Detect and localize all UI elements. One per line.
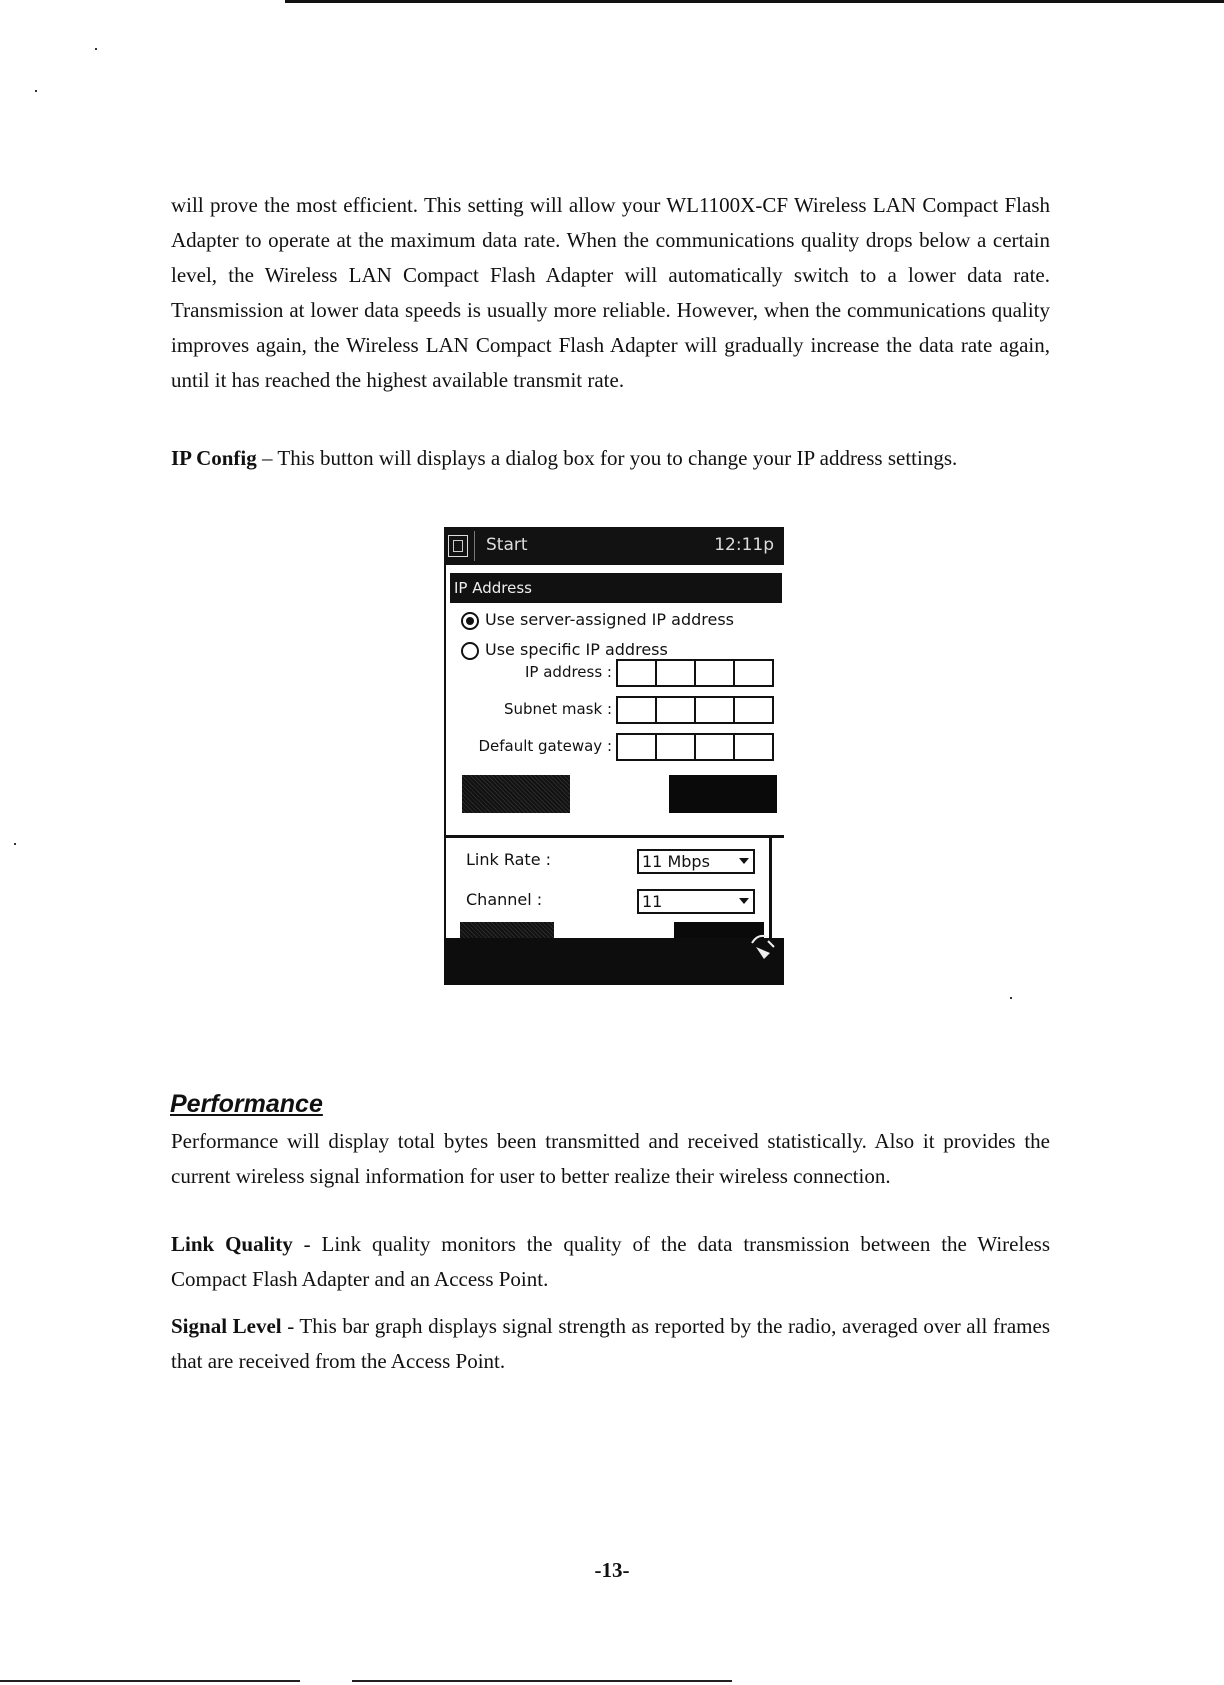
channel-select[interactable] [637, 889, 755, 914]
octet-field[interactable] [618, 698, 657, 722]
scan-speck [35, 90, 37, 92]
windows-flag-icon[interactable] [448, 535, 468, 557]
subnet-mask-row [444, 696, 774, 724]
term-link-quality: Link Quality [171, 1232, 293, 1256]
octet-field[interactable] [696, 735, 735, 759]
octet-field[interactable] [657, 698, 696, 722]
paragraph-link-quality [171, 1227, 1050, 1297]
paragraph-signal-level [171, 1309, 1050, 1379]
octet-field[interactable] [618, 735, 657, 759]
link-rate-label: Link Rate : [466, 850, 552, 869]
radio-server-assigned[interactable] [461, 610, 734, 630]
performance-heading: Performance [170, 1090, 323, 1118]
link-rate-select[interactable] [637, 849, 755, 874]
default-gateway-input[interactable] [616, 733, 774, 761]
scan-speck [14, 843, 16, 845]
ip-address-label: IP address : [525, 663, 612, 681]
ip-address-input[interactable] [616, 659, 774, 687]
taskbar [444, 527, 784, 565]
scan-speck [95, 48, 97, 50]
octet-field[interactable] [657, 661, 696, 685]
link-quality-description: - Link quality monitors the quality of the data transmission between the Wireless Compact Flash Adapter and an Access Point. [171, 1232, 1050, 1291]
subnet-mask-input[interactable] [616, 696, 774, 724]
radio-server-assigned-label: Use server-assigned IP address [485, 610, 734, 629]
dropdown-arrow-icon[interactable] [739, 858, 749, 864]
ip-config-description: – This button will displays a dialog box for you to change your IP address settings. [256, 446, 958, 470]
octet-field[interactable] [735, 661, 772, 685]
subnet-mask-label: Subnet mask : [503, 700, 612, 718]
octet-field[interactable] [696, 661, 735, 685]
page-number: -13- [594, 1558, 630, 1582]
paragraph-performance: Performance will display total bytes been transmitted and received statistically. Also it provides the current wireless signal information for user to better realize their wireless connection. [171, 1129, 1050, 1188]
radio-specific-label: Use specific IP address [485, 640, 668, 659]
start-label[interactable]: Start [486, 535, 528, 555]
octet-field[interactable] [735, 698, 772, 722]
radio-selected-icon[interactable] [461, 612, 479, 630]
octet-field[interactable] [696, 698, 735, 722]
term-signal-level: Signal Level [171, 1314, 282, 1338]
octet-field[interactable] [618, 661, 657, 685]
ip-address-dialog-screenshot [444, 527, 784, 985]
radio-unselected-icon[interactable] [461, 642, 479, 660]
channel-value: 11 [642, 892, 663, 911]
link-rate-value: 11 Mbps [642, 852, 710, 871]
top-rule [285, 0, 1224, 3]
term-ip-config: IP Config [171, 446, 257, 470]
ip-address-dialog [444, 565, 784, 838]
octet-field[interactable] [657, 735, 696, 759]
octet-field[interactable] [735, 735, 772, 759]
cancel-button[interactable] [669, 775, 777, 813]
radio-specific[interactable] [461, 640, 668, 660]
scan-speck [1010, 997, 1012, 999]
clock: 12:11p [714, 535, 774, 555]
input-panel-icon[interactable] [748, 929, 778, 963]
channel-label: Channel : [466, 890, 543, 909]
command-bar [444, 938, 784, 985]
taskbar-separator [474, 531, 475, 561]
default-gateway-label: Default gateway : [478, 737, 612, 755]
dialog-title: IP Address [450, 573, 782, 603]
ok-button[interactable] [462, 775, 570, 813]
dropdown-arrow-icon[interactable] [739, 898, 749, 904]
paragraph-ip-config [171, 441, 1050, 476]
underlying-window-edge [444, 838, 454, 938]
paragraph-data-rate: will prove the most efficient. This setting will allow your WL1100X-CF Wireless LAN Compact Flash Adapter to operate at the maximum data rate. When the communications quality drops below a certain level, the Wireless LAN Compact Flash Adapter will automatically switch to a lower data rate. Transmission at lower data speeds is usually more reliable. However, when the communications quality improves again, the Wireless LAN Compact Flash Adapter will gradually increase the data rate again, until it has reached the highest available transmit rate. [171, 193, 1050, 392]
bottom-rule [0, 1680, 300, 1682]
default-gateway-row [444, 733, 774, 761]
bottom-rule [352, 1680, 732, 1682]
ip-address-row [444, 659, 774, 687]
signal-level-description: - This bar graph displays signal strength as reported by the radio, averaged over all frames that are received from the Access Point. [171, 1314, 1051, 1373]
